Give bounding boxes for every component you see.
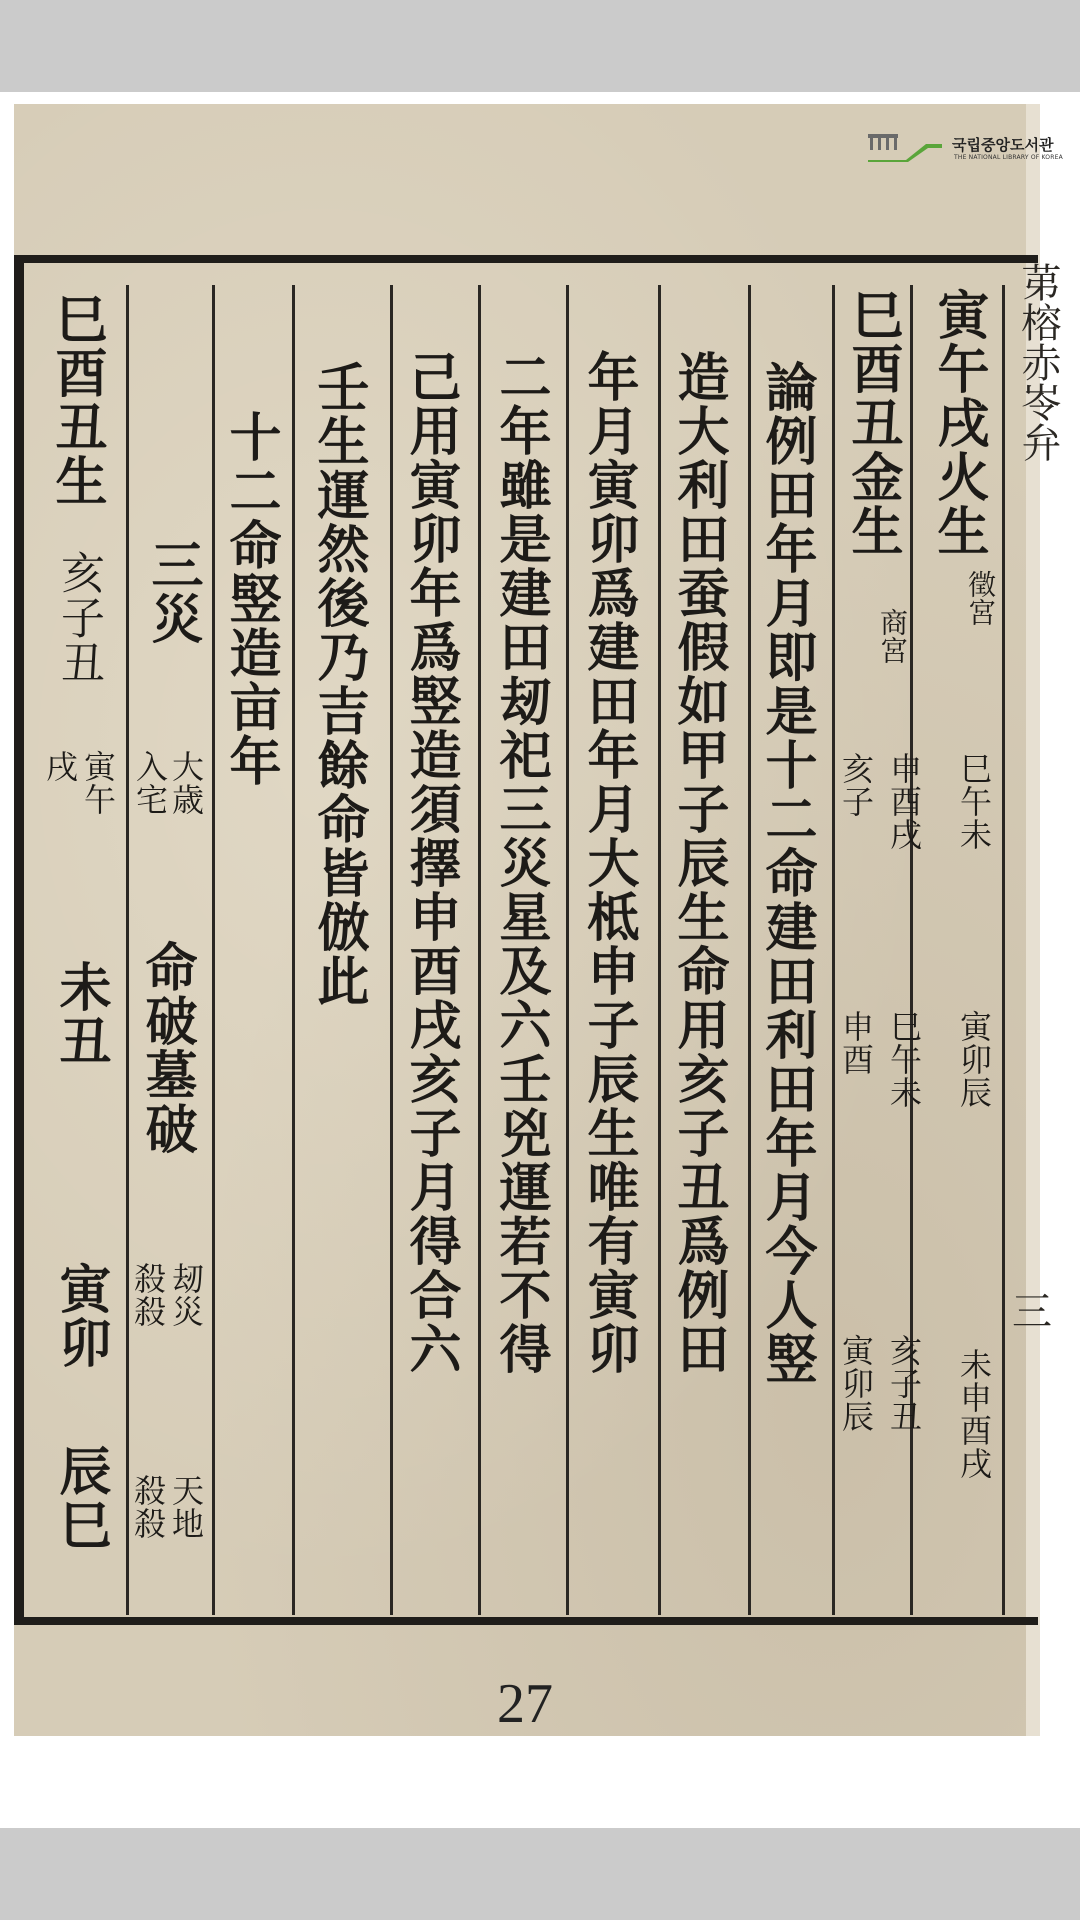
table-cell: 未丑 — [50, 960, 111, 1068]
row-label: 三災 — [142, 538, 203, 646]
column-rule — [212, 285, 215, 1615]
annotation: 申酉 — [837, 1010, 875, 1076]
annotation: 亥子丑 — [53, 550, 104, 685]
column-rule — [126, 285, 129, 1615]
library-logo — [866, 132, 1076, 166]
column-rule — [832, 285, 835, 1615]
text-column-1: 寅午戌火生 — [928, 288, 989, 558]
column-rule — [292, 285, 295, 1615]
annotation: 天地 — [167, 1474, 205, 1540]
column-rule — [658, 285, 661, 1615]
column-rule — [390, 285, 393, 1615]
annotation: 申酉戌 — [885, 752, 923, 851]
annotation: 未申酉戌 — [955, 1348, 993, 1480]
annotation: 戌 — [41, 750, 79, 783]
bottom-bar — [0, 1828, 1080, 1920]
annotation: 寅午 — [79, 750, 117, 816]
library-logo-icon — [866, 132, 944, 162]
folio-mark: 三 — [1012, 1289, 1052, 1335]
annotation: 商宮 — [876, 608, 909, 664]
text-column-6: 二年雖是建田刼祀三災星及六壬兇運若不得 — [490, 350, 551, 1376]
table-cell: 辰巳 — [50, 1444, 111, 1552]
text-column-2: 巳酉丑金生 — [842, 288, 903, 558]
text-column-5: 年月寅卯爲建田年月大柢申子辰生唯有寅卯 — [578, 350, 639, 1376]
annotation: 寅卯辰 — [837, 1334, 875, 1433]
column-rule — [748, 285, 751, 1615]
annotation: 寅卯辰 — [955, 1010, 993, 1109]
text-column-7: 己用寅卯年爲竪造須擇申酉戌亥子月得合六 — [400, 350, 461, 1376]
annotation: 巳午未 — [885, 1010, 923, 1109]
trimmed-edge-text: 苐榕赤岺弁 — [1015, 262, 1061, 462]
text-column-10: 命破墓破 — [136, 940, 197, 1156]
text-column-12: 巳酉丑生 — [46, 292, 107, 508]
annotation: 大歳 — [167, 750, 205, 816]
text-column-4: 造大利田蚕假如甲子辰生命用亥子丑爲例田 — [668, 350, 729, 1376]
top-bar — [0, 0, 1080, 92]
library-name-ko: 국립중앙도서관 — [952, 136, 1054, 154]
page-number: 27 — [497, 1673, 553, 1735]
annotation: 亥子 — [837, 752, 875, 818]
annotation: 亥子丑 — [885, 1334, 923, 1433]
annotation: 入宅 — [131, 750, 169, 816]
library-name-en: THE NATIONAL LIBRARY OF KOREA — [954, 154, 1063, 161]
annotation: 殺殺 — [129, 1262, 167, 1328]
annotation: 殺殺 — [129, 1474, 167, 1540]
annotation: 巳午未 — [955, 752, 993, 851]
column-rule — [566, 285, 569, 1615]
column-rule — [1002, 285, 1005, 1615]
text-column-8: 壬生運然後乃吉餘命皆倣此 — [308, 360, 369, 1008]
table-cell: 寅卯 — [50, 1262, 111, 1370]
annotation: 徵宮 — [964, 570, 997, 626]
text-column-3: 論例田年月即是十二命建田利田年月今人竪 — [756, 360, 817, 1386]
column-rule — [478, 285, 481, 1615]
annotation: 刼災 — [167, 1262, 205, 1328]
section-heading: 十二命竪造亩年 — [220, 410, 281, 788]
